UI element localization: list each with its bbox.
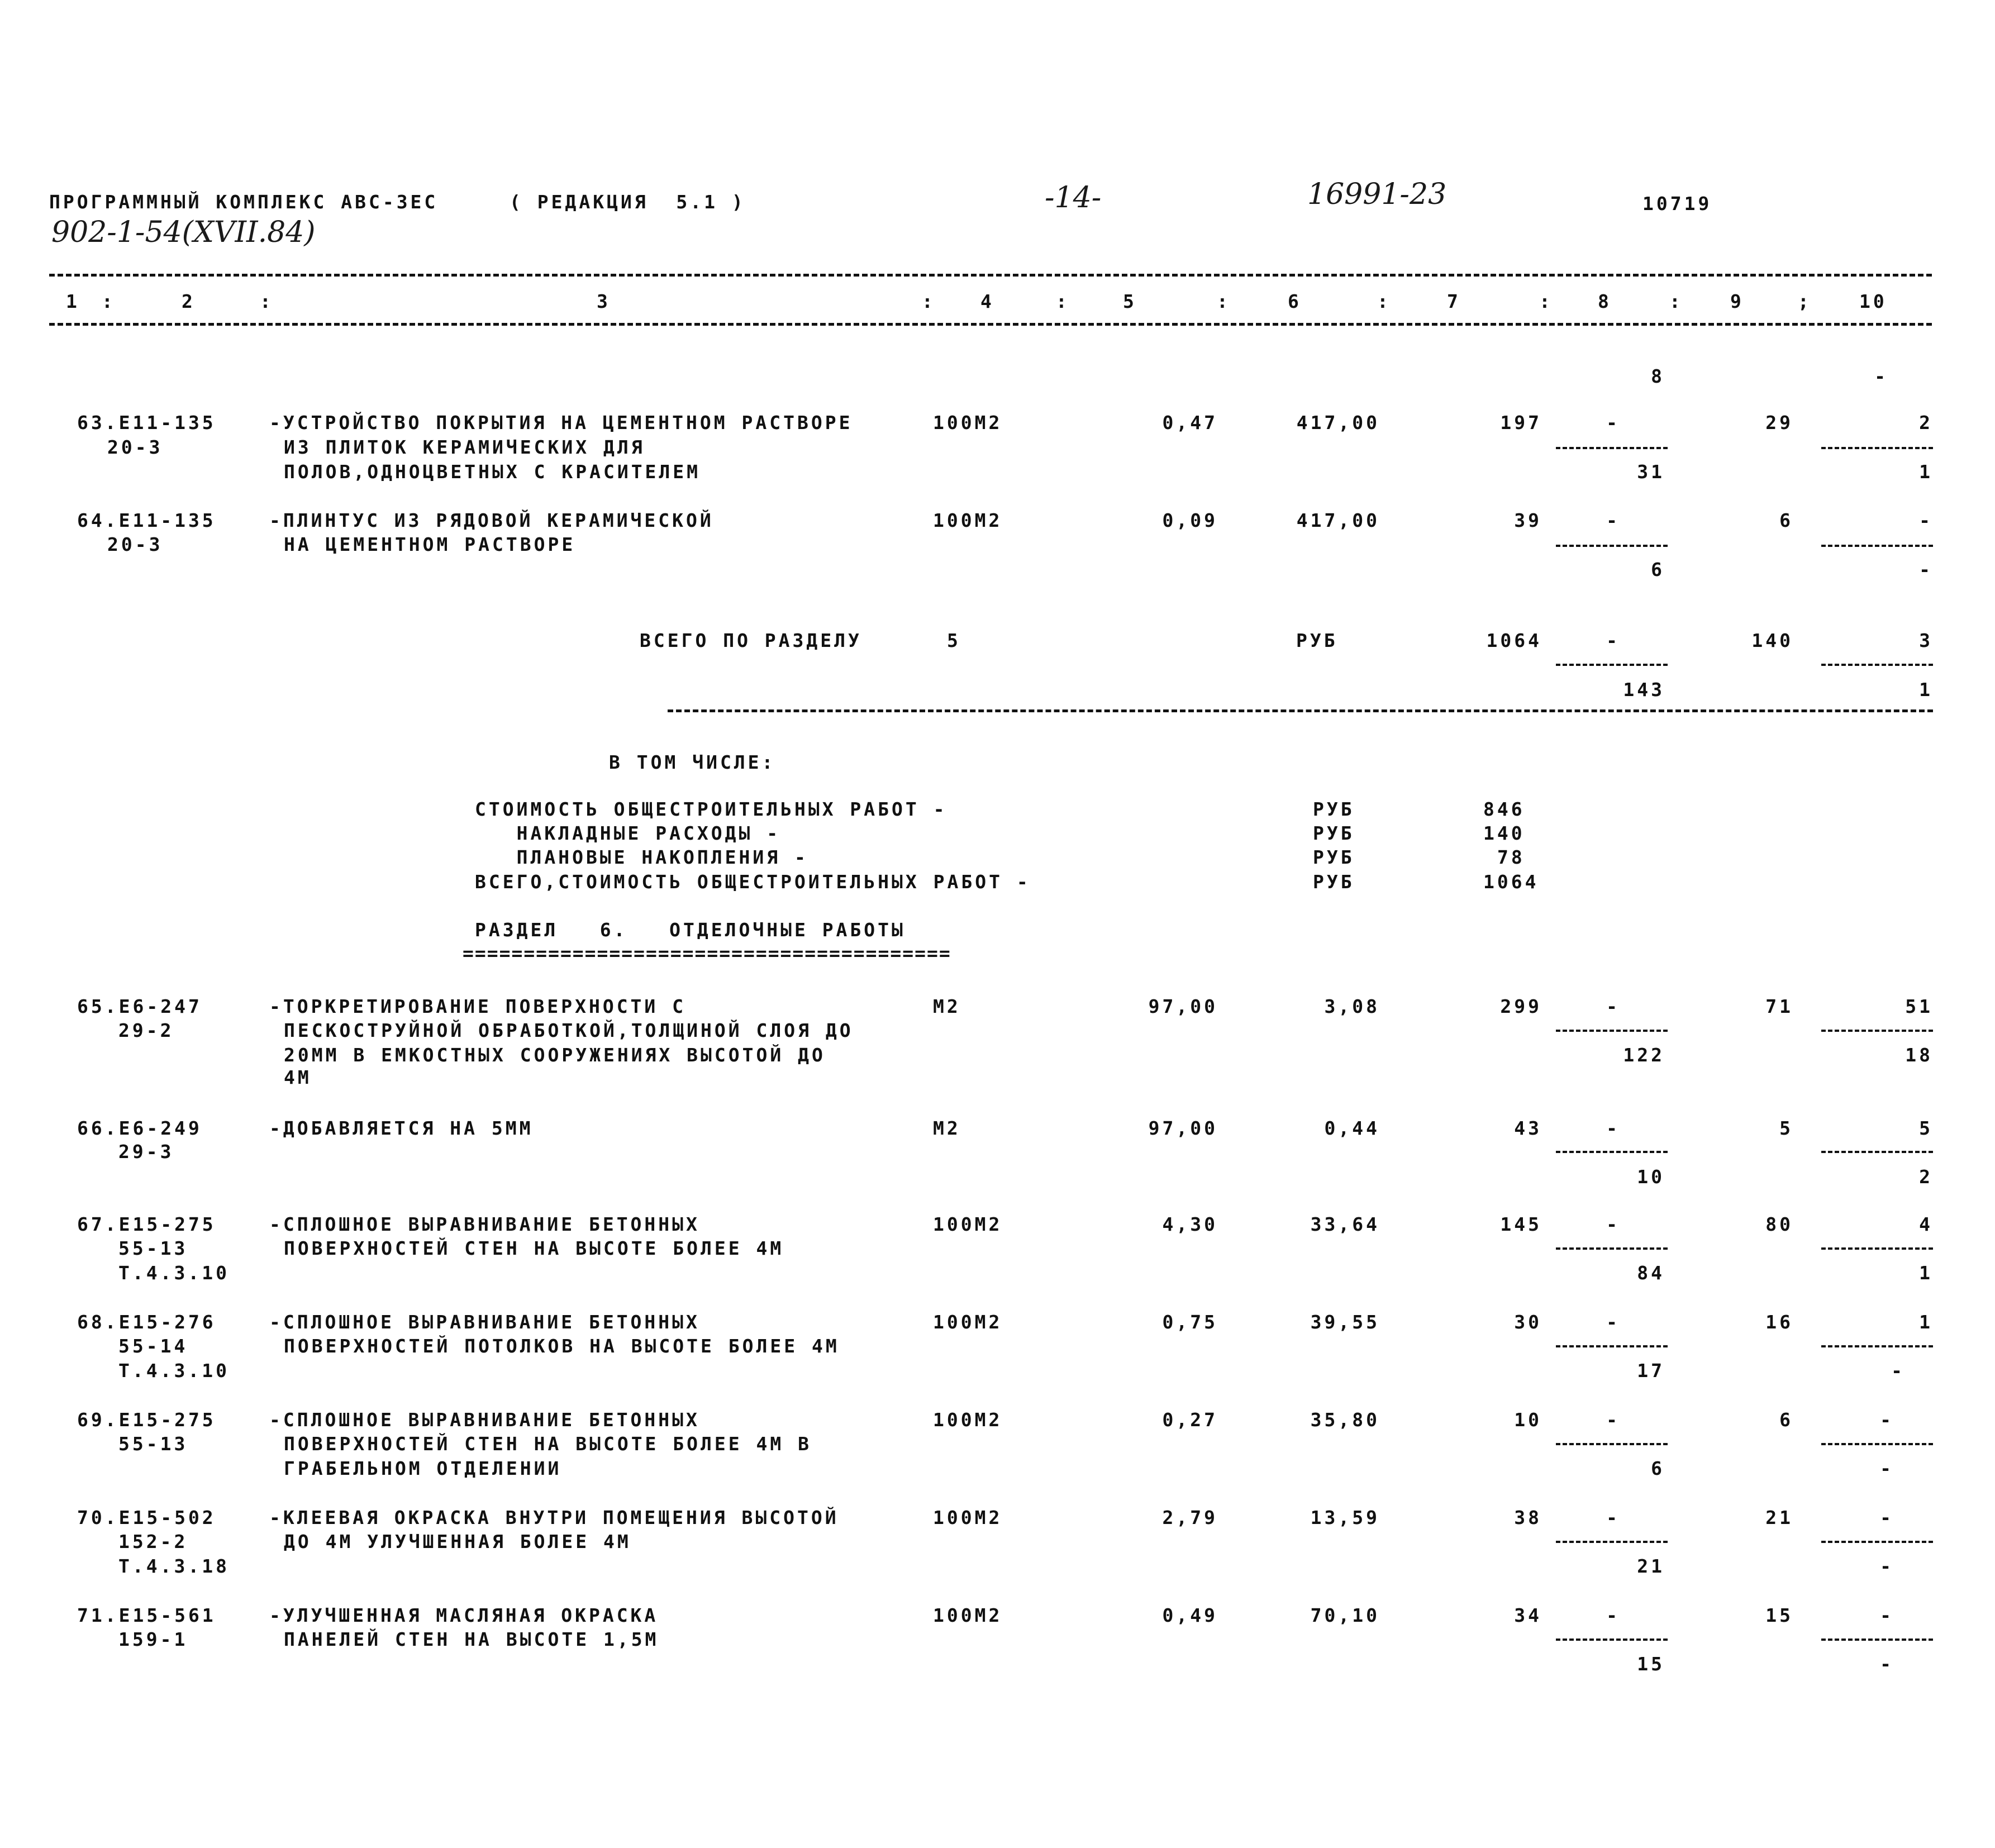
row-c9: 80 [1765, 1213, 1793, 1235]
row-price: 70,10 [1310, 1604, 1380, 1626]
row-c8-bot: 84 [1637, 1262, 1665, 1284]
row-c8-top: - [1606, 1213, 1620, 1235]
col-header-10: 10 [1859, 290, 1887, 312]
fraction-line [1821, 545, 1933, 547]
fraction-line [1556, 447, 1668, 449]
row-total: 39 [1514, 509, 1542, 531]
fraction-line [1556, 1247, 1668, 1250]
col-sep: : [102, 290, 116, 312]
row-qty: 4,30 [1162, 1213, 1218, 1235]
row-c9: 16 [1765, 1311, 1793, 1333]
row-desc: -КЛЕЕВАЯ ОКРАСКА ВНУТРИ ПОМЕЩЕНИЯ ВЫСОТОЙ [269, 1507, 839, 1528]
col-sep: : [922, 290, 936, 312]
col-header-7: 7 [1447, 290, 1461, 312]
fraction-line [1821, 1345, 1933, 1347]
header-rule-top [49, 274, 1932, 277]
row-desc: -СПЛОШНОЕ ВЫРАВНИВАНИЕ БЕТОННЫХ [269, 1311, 700, 1333]
row-unit: М2 [933, 996, 961, 1017]
row-c8-top: - [1606, 1507, 1620, 1528]
row-price: 417,00 [1296, 412, 1380, 434]
row-qty: 2,79 [1162, 1507, 1218, 1528]
row-unit: 100М2 [933, 1311, 1003, 1333]
row-c8-bot: 6 [1651, 559, 1665, 580]
row-qty: 97,00 [1148, 996, 1218, 1017]
row-desc: -ТОРКРЕТИРОВАНИЕ ПОВЕРХНОСТИ С [269, 996, 687, 1017]
col-sep: : [1056, 290, 1070, 312]
row-c10-top: 5 [1919, 1117, 1933, 1139]
carry-c10: - [1874, 365, 1888, 387]
section-total-c10-bot: 1 [1919, 679, 1933, 701]
row-desc: ИЗ ПЛИТОК КЕРАМИЧЕСКИХ ДЛЯ [284, 436, 645, 458]
row-c8-top: - [1606, 996, 1620, 1017]
row-qty: 97,00 [1148, 1117, 1218, 1139]
row-c10-bot: - [1880, 1555, 1894, 1577]
row-price: 3,08 [1324, 996, 1380, 1017]
section-total-label: ВСЕГО ПО РАЗДЕЛУ [640, 630, 862, 651]
row-c8-bot: 15 [1637, 1653, 1665, 1675]
row-c8-bot: 6 [1651, 1458, 1665, 1479]
row-num: 70.E15-502 [77, 1507, 216, 1528]
document-number: 16991-23 [1307, 178, 1447, 211]
page-number: -14- [1045, 181, 1102, 215]
row-c10-bot: - [1919, 559, 1933, 580]
row-num: 69.E15-275 [77, 1409, 216, 1431]
row-num: 66.E6-249 [77, 1117, 202, 1139]
row-num: 71.E15-561 [77, 1604, 216, 1626]
row-desc: -ДОБАВЛЯЕТСЯ НА 5ММ [269, 1117, 534, 1139]
section-total-c9: 140 [1751, 630, 1793, 651]
breakdown-label: ВСЕГО,СТОИМОСТЬ ОБЩЕСТРОИТЕЛЬНЫХ РАБОТ - [475, 871, 1031, 893]
row-c10-top: 1 [1919, 1311, 1933, 1333]
row-desc: ГРАБЕЛЬНОМ ОТДЕЛЕНИИ [284, 1458, 562, 1479]
row-desc: 4М [284, 1066, 312, 1088]
row-c8-bot: 122 [1623, 1044, 1665, 1066]
fraction-line [1821, 1541, 1933, 1543]
row-sub: 55-13 [118, 1433, 188, 1455]
row-sub: 20-3 [107, 436, 163, 458]
fraction-line [1821, 664, 1933, 666]
row-c9: 21 [1765, 1507, 1793, 1528]
row-c8-bot: 17 [1637, 1360, 1665, 1382]
col-header-4: 4 [980, 290, 994, 312]
col-header-3: 3 [597, 290, 611, 312]
row-unit: М2 [933, 1117, 961, 1139]
breakdown-label: НАКЛАДНЫЕ РАСХОДЫ - [475, 822, 781, 844]
row-c9: 6 [1779, 509, 1793, 531]
col-sep: : [1217, 290, 1231, 312]
row-total: 38 [1514, 1507, 1542, 1528]
row-sub: Т.4.3.10 [118, 1360, 230, 1382]
col-sep: : [1539, 290, 1553, 312]
row-c9: 6 [1779, 1409, 1793, 1431]
row-price: 33,64 [1310, 1213, 1380, 1235]
row-total: 145 [1500, 1213, 1542, 1235]
breakdown-unit: РУБ [1313, 871, 1355, 893]
breakdown-unit: РУБ [1313, 846, 1355, 868]
row-desc: ПОВЕРХНОСТЕЙ СТЕН НА ВЫСОТЕ БОЛЕЕ 4М [284, 1237, 784, 1259]
row-desc: -СПЛОШНОЕ ВЫРАВНИВАНИЕ БЕТОННЫХ [269, 1213, 700, 1235]
row-c8-top: - [1606, 1409, 1620, 1431]
row-qty: 0,49 [1162, 1604, 1218, 1626]
row-c8-top: - [1606, 1311, 1620, 1333]
section-total-unit: РУБ [1296, 630, 1338, 651]
fraction-line [1821, 1639, 1933, 1641]
breakdown-unit: РУБ [1313, 822, 1355, 844]
row-num: 64.E11-135 [77, 509, 216, 531]
row-desc: -СПЛОШНОЕ ВЫРАВНИВАНИЕ БЕТОННЫХ [269, 1409, 700, 1431]
row-c10-top: - [1880, 1604, 1894, 1626]
document-code: 10719 [1642, 193, 1712, 215]
row-unit: 100М2 [933, 412, 1003, 434]
breakdown-label: ПЛАНОВЫЕ НАКОПЛЕНИЯ - [475, 846, 808, 868]
row-sub: 20-3 [107, 534, 163, 555]
row-c10-top: - [1880, 1409, 1894, 1431]
breakdown-value: 140 [1483, 822, 1525, 844]
row-price: 417,00 [1296, 509, 1380, 531]
fraction-line [1821, 1247, 1933, 1250]
row-c8-bot: 31 [1637, 461, 1665, 483]
row-c10-top: - [1880, 1507, 1894, 1528]
fraction-line [1556, 1030, 1668, 1032]
section-total-number: 5 [947, 630, 961, 651]
section-total-c8-top: - [1606, 630, 1620, 651]
row-c10-bot: - [1880, 1653, 1894, 1675]
row-total: 43 [1514, 1117, 1542, 1139]
fraction-line [1556, 1345, 1668, 1347]
row-c10-bot: - [1891, 1360, 1905, 1382]
fraction-line [1556, 1541, 1668, 1543]
section-total-value: 1064 [1486, 630, 1542, 651]
col-header-8: 8 [1598, 290, 1612, 312]
section-total-c8-bot: 143 [1623, 679, 1665, 701]
row-qty: 0,27 [1162, 1409, 1218, 1431]
col-sep: : [1669, 290, 1683, 312]
row-sub: 29-3 [118, 1141, 174, 1163]
row-total: 10 [1514, 1409, 1542, 1431]
row-c10-bot: 18 [1905, 1044, 1933, 1066]
row-desc: ДО 4М УЛУЧШЕННАЯ БОЛЕЕ 4М [284, 1531, 631, 1552]
row-c10-bot: 2 [1919, 1166, 1933, 1188]
row-c8-bot: 21 [1637, 1555, 1665, 1577]
section-rule [668, 709, 1933, 712]
row-qty: 0,75 [1162, 1311, 1218, 1333]
row-c10-top: 51 [1905, 996, 1933, 1017]
fraction-line [1821, 447, 1933, 449]
edition-label: ( РЕДАКЦИЯ 5.1 ) [510, 191, 746, 213]
row-desc: ПОВЕРХНОСТЕЙ СТЕН НА ВЫСОТЕ БОЛЕЕ 4М В [284, 1433, 812, 1455]
fraction-line [1821, 1443, 1933, 1445]
breakdown-value: 1064 [1483, 871, 1539, 893]
row-num: 63.E11-135 [77, 412, 216, 434]
row-desc: ПАНЕЛЕЙ СТЕН НА ВЫСОТЕ 1,5М [284, 1628, 659, 1650]
breakdown-value: 846 [1483, 798, 1525, 820]
row-total: 34 [1514, 1604, 1542, 1626]
breakdown-value: 78 [1497, 846, 1525, 868]
row-c10-bot: 1 [1919, 1262, 1933, 1284]
row-c8-top: - [1606, 412, 1620, 434]
program-name: ПРОГРАММНЫЙ КОМПЛЕКС АВС-ЗЕС [49, 191, 439, 213]
row-desc: НА ЦЕМЕНТНОМ РАСТВОРЕ [284, 534, 576, 555]
row-c8-top: - [1606, 1604, 1620, 1626]
row-desc: ПЕСКОСТРУЙНОЙ ОБРАБОТКОЙ,ТОЛЩИНОЙ СЛОЯ ДО [284, 1020, 854, 1041]
fraction-line [1821, 1030, 1933, 1032]
row-unit: 100М2 [933, 1604, 1003, 1626]
header-rule-bottom [49, 323, 1932, 326]
fraction-line [1556, 1443, 1668, 1445]
section-heading-underline: ======================================== [463, 942, 951, 964]
row-desc: ПОЛОВ,ОДНОЦВЕТНЫХ С КРАСИТЕЛЕМ [284, 461, 701, 483]
section-total-c10-top: 3 [1919, 630, 1933, 651]
carry-c8: 8 [1651, 365, 1665, 387]
fraction-line [1556, 545, 1668, 547]
row-price: 0,44 [1324, 1117, 1380, 1139]
row-c9: 5 [1779, 1117, 1793, 1139]
row-c10-bot: 1 [1919, 461, 1933, 483]
row-c9: 71 [1765, 996, 1793, 1017]
section-heading: РАЗДЕЛ 6. ОТДЕЛОЧНЫЕ РАБОТЫ [475, 919, 906, 941]
row-c10-top: 2 [1919, 412, 1933, 434]
col-header-2: 2 [182, 290, 196, 312]
col-sep: : [1377, 290, 1391, 312]
col-header-9: 9 [1730, 290, 1744, 312]
fraction-line [1821, 1151, 1933, 1153]
row-sub: Т.4.3.18 [118, 1555, 230, 1577]
row-c10-top: 4 [1919, 1213, 1933, 1235]
col-sep: : [260, 290, 274, 312]
row-total: 197 [1500, 412, 1542, 434]
project-code: 902-1-54(XVII.84) [51, 216, 316, 249]
breakdown-title: В ТОМ ЧИСЛЕ: [609, 751, 776, 773]
row-qty: 0,47 [1162, 412, 1218, 434]
row-sub: 55-13 [118, 1237, 188, 1259]
row-unit: 100М2 [933, 1507, 1003, 1528]
row-sub: 55-14 [118, 1335, 188, 1357]
row-c10-bot: - [1880, 1458, 1894, 1479]
row-price: 13,59 [1310, 1507, 1380, 1528]
row-sub: 29-2 [118, 1020, 174, 1041]
col-header-6: 6 [1288, 290, 1302, 312]
row-c9: 29 [1765, 412, 1793, 434]
row-unit: 100М2 [933, 1213, 1003, 1235]
row-price: 39,55 [1310, 1311, 1380, 1333]
fraction-line [1556, 1639, 1668, 1641]
row-desc: -ПЛИНТУС ИЗ РЯДОВОЙ КЕРАМИЧЕСКОЙ [269, 509, 714, 531]
row-unit: 100М2 [933, 509, 1003, 531]
row-sub: Т.4.3.10 [118, 1262, 230, 1284]
row-num: 68.E15-276 [77, 1311, 216, 1333]
row-desc: -УСТРОЙСТВО ПОКРЫТИЯ НА ЦЕМЕНТНОМ РАСТВОРЕ [269, 412, 853, 434]
row-num: 67.E15-275 [77, 1213, 216, 1235]
row-desc: ПОВЕРХНОСТЕЙ ПОТОЛКОВ НА ВЫСОТЕ БОЛЕЕ 4М [284, 1335, 840, 1357]
row-total: 30 [1514, 1311, 1542, 1333]
row-c8-top: - [1606, 1117, 1620, 1139]
row-sub: 159-1 [118, 1628, 188, 1650]
row-num: 65.E6-247 [77, 996, 202, 1017]
fraction-line [1556, 664, 1668, 666]
fraction-line [1556, 1151, 1668, 1153]
row-c9: 15 [1765, 1604, 1793, 1626]
row-sub: 152-2 [118, 1531, 188, 1552]
row-qty: 0,09 [1162, 509, 1218, 531]
col-sep: ; [1798, 290, 1812, 312]
breakdown-label: СТОИМОСТЬ ОБЩЕСТРОИТЕЛЬНЫХ РАБОТ - [475, 798, 947, 820]
col-header-5: 5 [1123, 290, 1137, 312]
col-header-1: 1 [66, 290, 80, 312]
breakdown-unit: РУБ [1313, 798, 1355, 820]
row-total: 299 [1500, 996, 1542, 1017]
row-desc: -УЛУЧШЕННАЯ МАСЛЯНАЯ ОКРАСКА [269, 1604, 659, 1626]
row-c10-top: - [1919, 509, 1933, 531]
row-c8-bot: 10 [1637, 1166, 1665, 1188]
row-unit: 100М2 [933, 1409, 1003, 1431]
row-c8-top: - [1606, 509, 1620, 531]
row-price: 35,80 [1310, 1409, 1380, 1431]
row-desc: 20ММ В ЕМКОСТНЫХ СООРУЖЕНИЯХ ВЫСОТОЙ ДО [284, 1044, 826, 1066]
